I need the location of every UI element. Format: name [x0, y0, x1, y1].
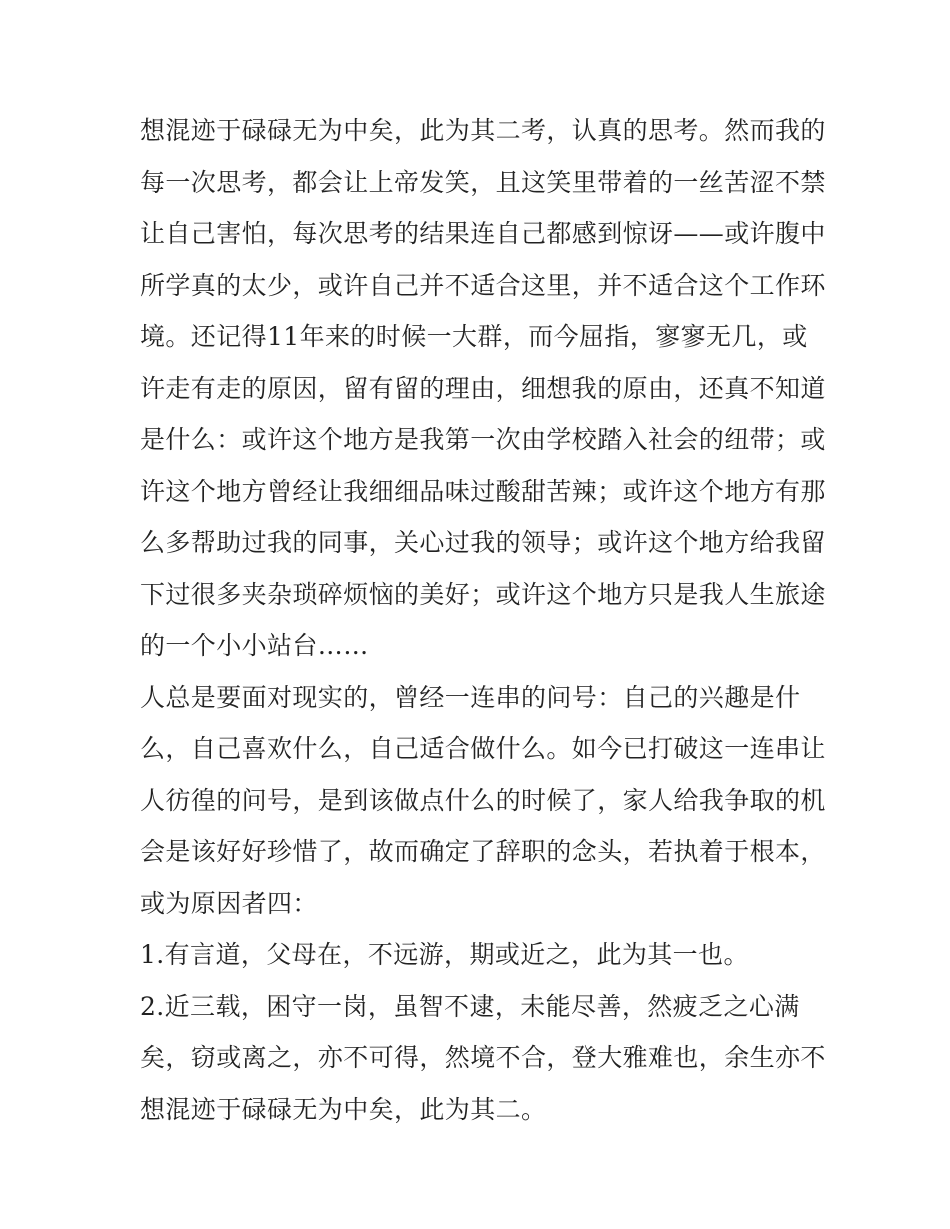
- text-line: 的一个小小站台……: [140, 631, 369, 660]
- text-line: 矣，窃或离之，亦不可得，然境不合，登大雅难也，余生亦不: [140, 1043, 826, 1072]
- text-line: 下过很多夹杂琐碎烦恼的美好；或许这个地方只是我人生旅途: [140, 579, 826, 609]
- text-line: 会是该好好珍惜了，故而确定了辞职的念头，若执着于根本，: [140, 837, 826, 866]
- text-line: 或为原因者四：: [140, 888, 318, 918]
- text-line: 人彷徨的问号，是到该做点什么的时候了，家人给我争取的机: [140, 785, 826, 815]
- text-line: 么，自己喜欢什么，自己适合做什么。如今已打破这一连串让: [140, 734, 826, 763]
- text-line: 所学真的太少，或许自己并不适合这里，并不适合这个工作环: [140, 270, 826, 300]
- text-line: 想混迹于碌碌无为中矣，此为其二考，认真的思考。然而我的: [140, 116, 826, 145]
- text-line: 是什么：或许这个地方是我第一次由学校踏入社会的纽带；或: [140, 425, 826, 454]
- text-line: 每一次思考，都会让上帝发笑，且这笑里带着的一丝苦涩不禁: [140, 167, 826, 197]
- text-line: 许走有走的原因，留有留的理由，细想我的原由，还真不知道: [140, 373, 826, 403]
- text-line: 让自己害怕，每次思考的结果连自己都感到惊讶——或许腹中: [140, 219, 826, 248]
- text-line: 许这个地方曾经让我细细品味过酸甜苦辣；或许这个地方有那: [140, 476, 826, 506]
- text-line: 想混迹于碌碌无为中矣，此为其二。: [140, 1094, 547, 1124]
- text-line: 人总是要面对现实的，曾经一连串的问号：自己的兴趣是什: [140, 682, 801, 712]
- text-line: 么多帮助过我的同事，关心过我的领导；或许这个地方给我留: [140, 528, 826, 557]
- body-text: [140, 105, 830, 1135]
- list-item: 2.近三载，困守一岗，虽智不逮，未能尽善，然疲乏之心满: [140, 991, 800, 1021]
- text-line: 境。还记得11年来的时候一大群，而今屈指，寥寥无几，或: [140, 322, 808, 351]
- list-item: 1.有言道，父母在，不远游，期或近之，此为其一也。: [140, 940, 749, 969]
